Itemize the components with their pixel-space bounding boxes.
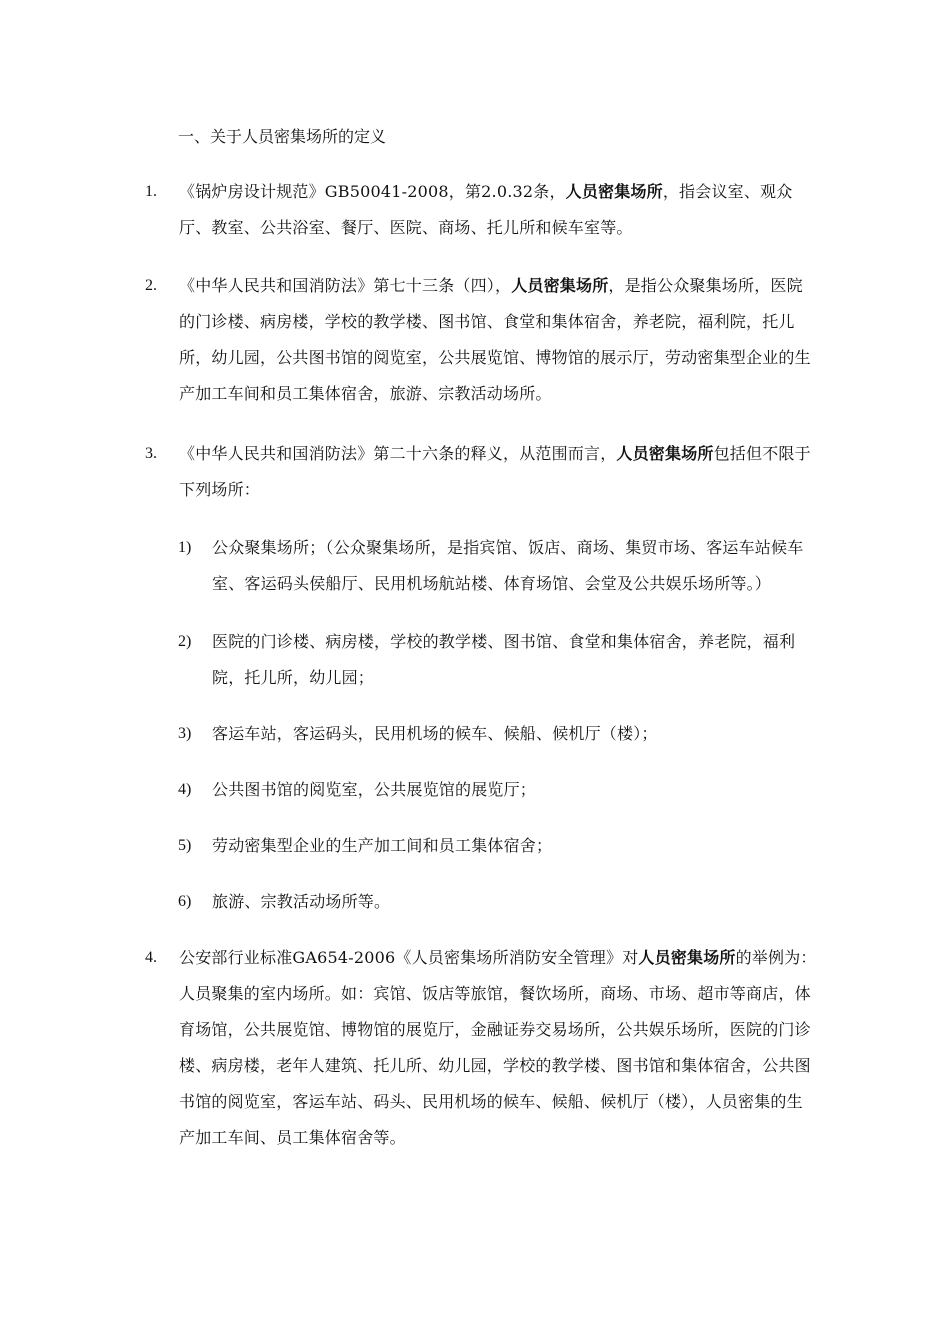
sub-list-number: 6): [178, 893, 192, 910]
bold-term: 人员密集场所: [638, 948, 736, 967]
bold-term: 人员密集场所: [616, 444, 714, 463]
bold-term: 人员密集场所: [565, 182, 663, 201]
sub-list-text: 公众聚集场所；（公众聚集场所，是指宾馆、饭店、商场、集贸市场、客运车站候车室、客运码头侯船厅、民用机场航站楼、体育场馆、会堂及公共娱乐场所等。）: [212, 538, 804, 593]
list-text: 《中华人民共和国消防法》第七十三条（四），人员密集场所，是指公众聚集场所，医院的门诊楼、病房楼，学校的教学楼、图书馆、食堂和集体宿舍，养老院，福利院，托儿所，幼儿园，公共图书馆的阅览室，公共展览馆、博物馆的展示厅，劳动密集型企业的生产加工车间和员工集体宿舍，旅游、宗教活动场所。: [179, 276, 811, 403]
list-text: 公安部行业标准GA654-2006《人员密集场所消防安全管理》对人员密集场所的举例为：人员聚集的室内场所。如：宾馆、饭店等旅馆，餐饮场所，商场、市场、超市等商店，体育场馆，公共展览馆、博物馆的展览厅，金融证券交易场所，公共娱乐场所，医院的门诊楼、病房楼，老年人建筑、托儿所、幼儿园，学校的教学楼、图书馆和集体宿舍，公共图书馆的阅览室，客运车站、码头、民用机场的候车、候船、候机厅（楼），人员密集的生产加工车间、员工集体宿舍等。: [179, 948, 817, 1147]
sub-list-number: 4): [178, 781, 192, 798]
list-number: 1.: [145, 183, 157, 200]
list-number: 2.: [145, 277, 157, 294]
list-number: 4.: [145, 949, 157, 966]
sub-list-number: 1): [178, 539, 192, 556]
list-number: 3.: [145, 445, 157, 462]
list-text: 《中华人民共和国消防法》第二十六条的释义，从范围而言，人员密集场所包括但不限于下列场所：: [179, 444, 811, 499]
sub-list-text: 客运车站，客运码头，民用机场的候车、候船、候机厅（楼）；: [212, 724, 658, 743]
sub-list-number: 3): [178, 725, 192, 742]
sub-list-text: 公共图书馆的阅览室，公共展览馆的展览厅；: [212, 780, 537, 799]
sub-list-text: 劳动密集型企业的生产加工间和员工集体宿舍；: [212, 836, 553, 855]
list-text: 《锅炉房设计规范》GB50041-2008，第2.0.32条，人员密集场所，指会议室、观众厅、教室、公共浴室、餐厅、医院、商场、托儿所和候车室等。: [179, 182, 793, 237]
sub-list-text: 旅游、宗教活动场所等。: [212, 892, 391, 911]
sub-list-number: 5): [178, 837, 192, 854]
sub-list-number: 2): [178, 633, 192, 650]
section-heading: 一、关于人员密集场所的定义: [178, 127, 387, 146]
bold-term: 人员密集场所: [511, 276, 609, 295]
sub-list-text: 医院的门诊楼、病房楼，学校的教学楼、图书馆、食堂和集体宿舍，养老院，福利院，托儿所，幼儿园；: [212, 632, 796, 687]
